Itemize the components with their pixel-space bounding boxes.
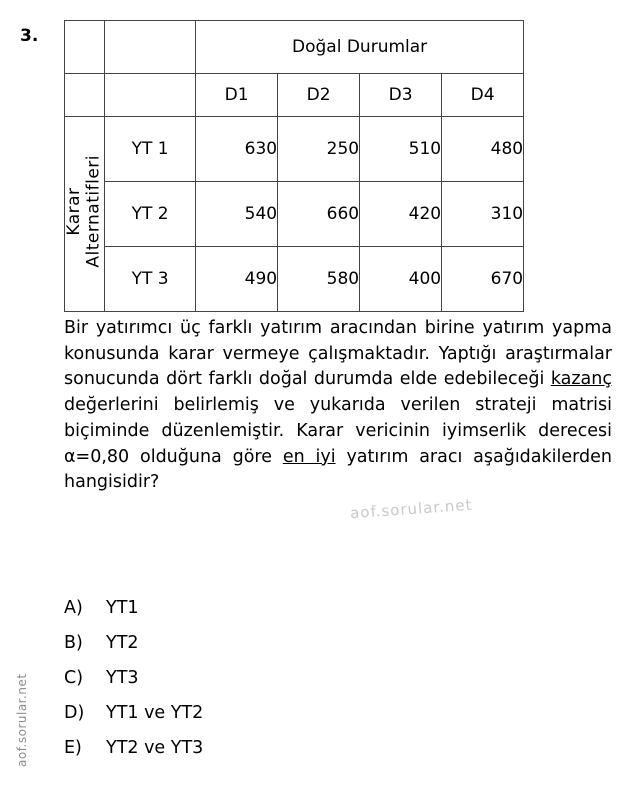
side-header-text (65, 155, 104, 268)
matrix-table (64, 20, 524, 312)
row-label-3: YT 3 (105, 247, 196, 312)
cell-r2c1: 540 (196, 182, 278, 247)
side-header-line2: Alternatifleri (83, 154, 104, 268)
corner-cell (105, 21, 196, 74)
option-d[interactable] (64, 703, 484, 738)
question-text-part2: değerlerini belirlemiş ve yukarıda verilen strateji matrisi biçiminde düzenlemiştir. Karar vericinin iyimserlik derecesi α=0,80 olduğuna göre (64, 395, 612, 467)
answer-options (64, 598, 484, 773)
state-column-3: D3 (360, 74, 442, 117)
cell-r3c1: 490 (196, 247, 278, 312)
option-e[interactable] (64, 738, 484, 773)
row-label-1: YT 1 (105, 117, 196, 182)
question-text (64, 316, 612, 496)
states-header: Doğal Durumlar (196, 21, 524, 74)
strategy-matrix (64, 20, 524, 312)
cell-r1c3: 510 (360, 117, 442, 182)
cell-r1c1: 630 (196, 117, 278, 182)
option-b-letter: B) (64, 633, 83, 653)
table-row (65, 182, 524, 247)
option-c-label: YT3 (106, 668, 139, 688)
table-row (65, 247, 524, 312)
cell-r1c4: 480 (442, 117, 524, 182)
option-a[interactable] (64, 598, 484, 633)
state-column-2: D2 (278, 74, 360, 117)
table-row-state-labels (65, 74, 524, 117)
question-text-part1: Bir yatırımcı üç farklı yatırım aracından birine yatırım yapma konusunda karar vermeye çalışmaktadır. Yaptığı araştırmalar sonucunda dört farklı doğal durumda elde edebileceği (64, 318, 612, 390)
option-d-label: YT1 ve YT2 (106, 703, 204, 723)
state-column-1: D1 (196, 74, 278, 117)
cell-r2c2: 660 (278, 182, 360, 247)
question-number: 3. (20, 26, 39, 46)
spacer-cell (65, 21, 105, 74)
watermark-side: aof.sorular.net (15, 673, 29, 767)
table-row (65, 117, 524, 182)
option-b-label: YT2 (106, 633, 139, 653)
option-d-letter: D) (64, 703, 85, 723)
table-row-states-header (65, 21, 524, 74)
option-a-letter: A) (64, 598, 83, 618)
side-header (65, 117, 105, 312)
cell-r2c3: 420 (360, 182, 442, 247)
option-c-letter: C) (64, 668, 84, 688)
option-c[interactable] (64, 668, 484, 703)
question-text-underline1: kazanç (550, 369, 612, 390)
watermark-center: aof.sorular.net (349, 495, 474, 523)
question-text-part3: yatırım aracı aşağıdakilerden hangisidir? (64, 446, 612, 493)
option-a-label: YT1 (106, 598, 139, 618)
cell-r3c2: 580 (278, 247, 360, 312)
option-e-letter: E) (64, 738, 82, 758)
cell-r2c4: 310 (442, 182, 524, 247)
state-column-4: D4 (442, 74, 524, 117)
option-e-label: YT2 ve YT3 (106, 738, 204, 758)
cell-r3c4: 670 (442, 247, 524, 312)
row-label-2: YT 2 (105, 182, 196, 247)
side-header-line1: Karar (64, 187, 84, 236)
option-b[interactable] (64, 633, 484, 668)
cell-r3c3: 400 (360, 247, 442, 312)
cell-r1c2: 250 (278, 117, 360, 182)
corner-cell (105, 74, 196, 117)
spacer-cell (65, 74, 105, 117)
question-text-underline2: en iyi (282, 446, 336, 467)
